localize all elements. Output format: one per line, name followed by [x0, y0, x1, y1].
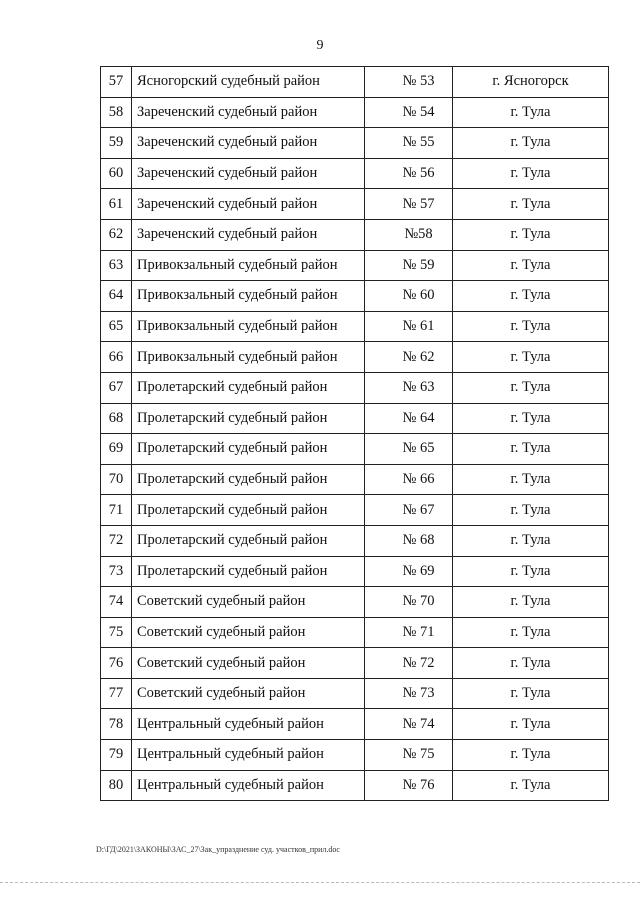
district-name: Привокзальный судебный район	[132, 311, 365, 342]
table-row	[101, 97, 609, 128]
city-name: г. Тула	[453, 495, 609, 526]
row-number: 79	[101, 740, 132, 771]
district-name: Пролетарский судебный район	[132, 403, 365, 434]
district-name: Центральный судебный район	[132, 740, 365, 771]
table-row	[101, 219, 609, 250]
precinct-number: № 72	[365, 648, 453, 679]
table-row	[101, 281, 609, 312]
precinct-number: №58	[365, 219, 453, 250]
row-number: 69	[101, 434, 132, 465]
court-precincts-table	[100, 66, 609, 801]
district-name: Советский судебный район	[132, 617, 365, 648]
city-name: г. Тула	[453, 434, 609, 465]
precinct-number: № 55	[365, 128, 453, 159]
row-number: 61	[101, 189, 132, 220]
row-number: 68	[101, 403, 132, 434]
city-name: г. Тула	[453, 556, 609, 587]
city-name: г. Тула	[453, 770, 609, 801]
table-row	[101, 189, 609, 220]
city-name: г. Тула	[453, 189, 609, 220]
row-number: 80	[101, 770, 132, 801]
city-name: г. Тула	[453, 587, 609, 618]
row-number: 74	[101, 587, 132, 618]
district-name: Пролетарский судебный район	[132, 464, 365, 495]
precinct-number: № 57	[365, 189, 453, 220]
table-row	[101, 67, 609, 98]
city-name: г. Ясногорск	[453, 67, 609, 98]
district-name: Привокзальный судебный район	[132, 250, 365, 281]
table-row	[101, 709, 609, 740]
city-name: г. Тула	[453, 128, 609, 159]
row-number: 63	[101, 250, 132, 281]
city-name: г. Тула	[453, 464, 609, 495]
district-name: Зареченский судебный район	[132, 128, 365, 159]
row-number: 70	[101, 464, 132, 495]
row-number: 58	[101, 97, 132, 128]
precinct-number: № 71	[365, 617, 453, 648]
row-number: 76	[101, 648, 132, 679]
city-name: г. Тула	[453, 525, 609, 556]
table-row	[101, 250, 609, 281]
precinct-number: № 68	[365, 525, 453, 556]
precinct-number: № 74	[365, 709, 453, 740]
row-number: 66	[101, 342, 132, 373]
row-number: 72	[101, 525, 132, 556]
district-name: Привокзальный судебный район	[132, 342, 365, 373]
precinct-number: № 73	[365, 678, 453, 709]
district-name: Привокзальный судебный район	[132, 281, 365, 312]
row-number: 77	[101, 678, 132, 709]
precinct-number: № 60	[365, 281, 453, 312]
row-number: 62	[101, 219, 132, 250]
precinct-number: № 62	[365, 342, 453, 373]
precinct-number: № 53	[365, 67, 453, 98]
city-name: г. Тула	[453, 158, 609, 189]
district-name: Пролетарский судебный район	[132, 495, 365, 526]
row-number: 75	[101, 617, 132, 648]
city-name: г. Тула	[453, 617, 609, 648]
file-path-footer: D:\ГД\2021\ЗАКОНЫ\ЗАС_27\Зак_упразднение суд. участков_прил.doc	[96, 845, 340, 854]
table-row	[101, 770, 609, 801]
row-number: 60	[101, 158, 132, 189]
row-number: 57	[101, 67, 132, 98]
district-name: Зареченский судебный район	[132, 219, 365, 250]
district-name: Зареченский судебный район	[132, 189, 365, 220]
table-row	[101, 342, 609, 373]
table-row	[101, 587, 609, 618]
table-row	[101, 372, 609, 403]
table-row	[101, 678, 609, 709]
district-name: Пролетарский судебный район	[132, 372, 365, 403]
city-name: г. Тула	[453, 97, 609, 128]
table-row	[101, 648, 609, 679]
district-name: Советский судебный район	[132, 648, 365, 679]
table-body	[101, 67, 609, 801]
table-row	[101, 740, 609, 771]
city-name: г. Тула	[453, 648, 609, 679]
city-name: г. Тула	[453, 740, 609, 771]
precinct-number: № 69	[365, 556, 453, 587]
city-name: г. Тула	[453, 403, 609, 434]
district-name: Центральный судебный район	[132, 770, 365, 801]
city-name: г. Тула	[453, 219, 609, 250]
district-name: Зареченский судебный район	[132, 158, 365, 189]
table-row	[101, 128, 609, 159]
precinct-number: № 75	[365, 740, 453, 771]
precinct-number: № 54	[365, 97, 453, 128]
district-name: Центральный судебный район	[132, 709, 365, 740]
precinct-number: № 61	[365, 311, 453, 342]
page-number: 9	[316, 38, 324, 53]
row-number: 65	[101, 311, 132, 342]
row-number: 73	[101, 556, 132, 587]
table-row	[101, 464, 609, 495]
table-row	[101, 556, 609, 587]
table-row	[101, 434, 609, 465]
city-name: г. Тула	[453, 250, 609, 281]
district-name: Пролетарский судебный район	[132, 556, 365, 587]
table-row	[101, 403, 609, 434]
precinct-number: № 70	[365, 587, 453, 618]
district-name: Советский судебный район	[132, 678, 365, 709]
table-row	[101, 617, 609, 648]
district-name: Зареченский судебный район	[132, 97, 365, 128]
precinct-number: № 66	[365, 464, 453, 495]
table-row	[101, 495, 609, 526]
city-name: г. Тула	[453, 678, 609, 709]
precinct-number: № 56	[365, 158, 453, 189]
row-number: 64	[101, 281, 132, 312]
city-name: г. Тула	[453, 281, 609, 312]
precinct-number: № 67	[365, 495, 453, 526]
district-name: Ясногорский судебный район	[132, 67, 365, 98]
precinct-number: № 65	[365, 434, 453, 465]
precinct-number: № 76	[365, 770, 453, 801]
table-row	[101, 525, 609, 556]
city-name: г. Тула	[453, 342, 609, 373]
precinct-number: № 63	[365, 372, 453, 403]
district-name: Советский судебный район	[132, 587, 365, 618]
city-name: г. Тула	[453, 709, 609, 740]
district-name: Пролетарский судебный район	[132, 434, 365, 465]
city-name: г. Тула	[453, 372, 609, 403]
table-row	[101, 311, 609, 342]
row-number: 71	[101, 495, 132, 526]
city-name: г. Тула	[453, 311, 609, 342]
row-number: 59	[101, 128, 132, 159]
precinct-number: № 59	[365, 250, 453, 281]
district-name: Пролетарский судебный район	[132, 525, 365, 556]
table-row	[101, 158, 609, 189]
row-number: 78	[101, 709, 132, 740]
precinct-number: № 64	[365, 403, 453, 434]
scan-edge-line	[0, 882, 640, 884]
row-number: 67	[101, 372, 132, 403]
